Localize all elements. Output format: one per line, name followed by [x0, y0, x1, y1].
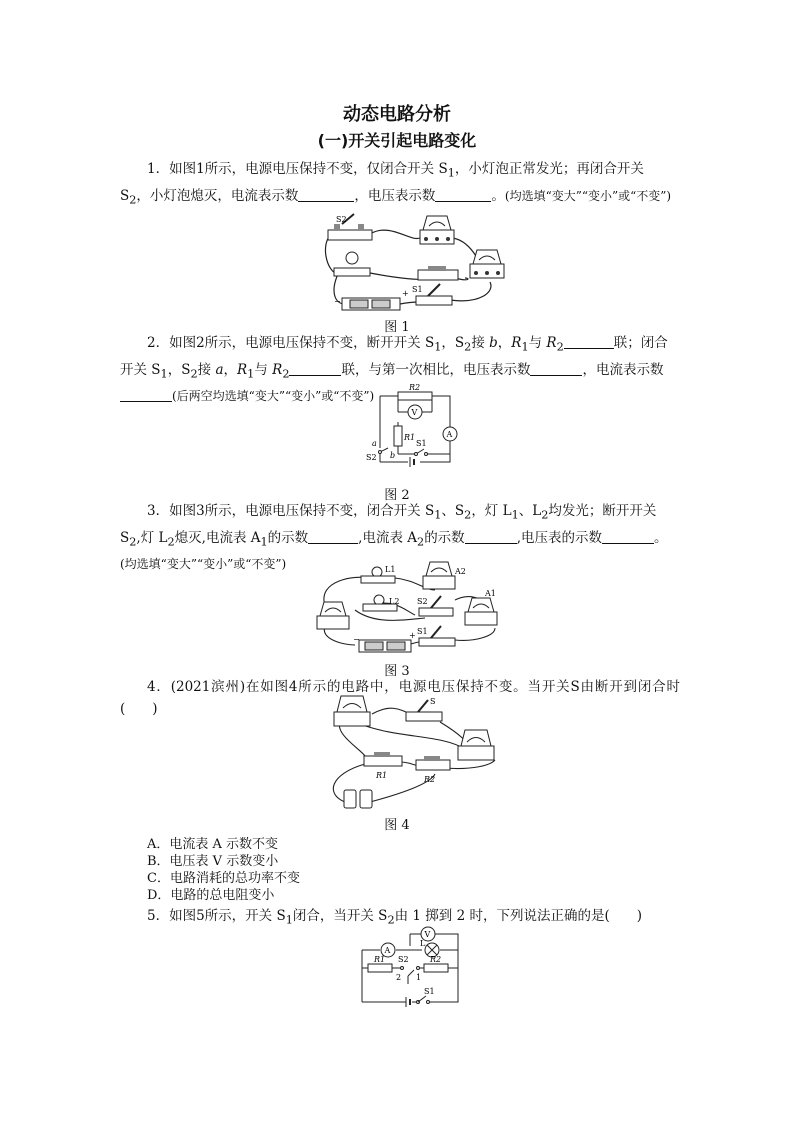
- answer-blank-voltmeter[interactable]: [602, 529, 654, 544]
- resistor-r2-icon: [416, 756, 450, 770]
- label-r2: R2: [430, 955, 442, 964]
- label-s: S: [430, 697, 436, 706]
- resistor-r1-icon: [364, 752, 402, 766]
- label-terminal-2: 2: [396, 973, 402, 982]
- figure-3-circuit: [315, 560, 505, 660]
- answer-blank-a1[interactable]: [308, 529, 358, 544]
- label-v: V: [411, 408, 418, 417]
- question-5: 5．如图5所示，开关 $S_1$闭合，当开关 $S_2$由 1 掷到 2 时，下列说法正确的是( ): [147, 908, 642, 927]
- option-d[interactable]: D．电路的总电阻变小: [147, 888, 275, 903]
- figure-3-caption: 图 3: [384, 664, 410, 679]
- label-r1: R1: [376, 771, 388, 780]
- answer-blank-voltage[interactable]: [530, 361, 582, 376]
- voltmeter-icon: [334, 696, 370, 726]
- label-a1: A1: [485, 589, 496, 598]
- figure-4-circuit: [320, 694, 505, 812]
- ammeter-a2-icon: [423, 562, 455, 589]
- label-point-b: b: [390, 451, 396, 460]
- label-s1: S1: [424, 987, 435, 996]
- answer-blank-current[interactable]: [298, 187, 354, 202]
- label-a: A: [384, 946, 391, 955]
- label-s1: S1: [417, 627, 428, 636]
- label-r2: R2: [424, 775, 436, 784]
- figure-4-caption: 图 4: [384, 818, 410, 833]
- answer-blank-a2[interactable]: [465, 529, 517, 544]
- label-s2: S2: [417, 597, 428, 606]
- option-b[interactable]: B．电压表 V 示数变小: [147, 854, 279, 869]
- voltmeter-icon: [317, 602, 349, 629]
- option-a[interactable]: A．电流表 A 示数不变: [147, 837, 279, 852]
- label-point-a: a: [372, 439, 377, 448]
- label-s1: S1: [412, 285, 423, 294]
- answer-blank-current[interactable]: [120, 387, 172, 402]
- label-r1: R1: [404, 433, 416, 442]
- figure-2-circuit: [360, 384, 460, 470]
- resistor-r2-icon: [398, 392, 432, 400]
- label-a: A: [446, 430, 453, 439]
- label-minus: −: [334, 297, 341, 306]
- figure-5-circuit: [350, 924, 465, 1014]
- resistor-icon: [418, 266, 458, 280]
- label-s2: S2: [366, 453, 377, 462]
- battery-icon: [342, 298, 400, 310]
- switch-s1-icon: [415, 449, 428, 456]
- figure-1-circuit: [320, 212, 520, 316]
- figure-2-caption: 图 2: [384, 488, 410, 503]
- label-s2: S2: [336, 215, 347, 224]
- option-c[interactable]: C．电路消耗的总功率不变: [147, 871, 300, 886]
- voltmeter-icon: [420, 216, 454, 244]
- switch-s-icon: [406, 700, 442, 721]
- label-s2: S2: [398, 955, 409, 964]
- label-v: V: [424, 930, 431, 939]
- resistor-r2-icon: [424, 964, 448, 972]
- label-l1: L1: [385, 565, 396, 574]
- label-s1: S1: [416, 439, 427, 448]
- page-title: 动态电路分析: [343, 104, 451, 125]
- question-4: 4．(2021滨州)在如图4所示的电路中，电源电压保持不变。当开关S由断开到闭合时( ): [120, 679, 680, 717]
- question-3: 3．如图3所示，电源电压保持不变，闭合开关 $S_1$、$S_2$，灯 $L_1$、$L_2$均发光；断开开关 $S_2$,灯 $L_2$熄灭,电流表 $A_1$的示数 ,电流表 $A_2$的示数 ,电压表的示数 。 (均选填“变大”“变小”或“不变”): [120, 503, 668, 572]
- section-subtitle: (一)开关引起电路变化: [317, 131, 477, 150]
- label-r2: R2: [409, 384, 421, 392]
- label-plus: +: [402, 289, 409, 298]
- switch-s1-icon: [417, 996, 430, 1004]
- battery-icon: [406, 997, 410, 1007]
- label-r1: R1: [374, 955, 386, 964]
- resistor-r1-icon: [368, 964, 392, 972]
- label-a2: A2: [455, 567, 466, 576]
- question-1: 1．如图1所示，电源电压保持不变，仅闭合开关 $S_1$，小灯泡正常发光；再闭合开关 $S_2$，小灯泡熄灭，电流表示数 ，电压表示数 。(均选填“变大”“变小”或“不变”): [120, 161, 672, 207]
- figure-1-caption: 图 1: [384, 320, 410, 335]
- switch-s2-icon: [328, 214, 372, 240]
- label-terminal-1: 1: [416, 973, 422, 982]
- label-l2: L2: [389, 597, 400, 606]
- label-plus: +: [409, 631, 416, 640]
- resistor-r1-icon: [394, 426, 402, 446]
- answer-blank-connection-1[interactable]: [564, 334, 614, 349]
- label-l: L: [420, 939, 426, 948]
- bulb-icon: [334, 252, 370, 276]
- answer-blank-voltage[interactable]: [435, 187, 491, 202]
- battery-icon: [344, 790, 372, 808]
- switch-s2-icon: [379, 448, 389, 454]
- answer-blank-connection-2[interactable]: [289, 361, 341, 376]
- question-2: 2．如图2所示，电源电压保持不变，断开开关 $S_1$，$S_2$接 b，$R_1$与 $R_2$ 联；闭合 开关 $S_1$，$S_2$接 a，$R_1$与 $R_2$ 联，与第一次相比，电压表示数 ，电流表示数 (后两空均选填“变大”“变小”或“不变”): [120, 335, 668, 404]
- ammeter-icon: [458, 730, 494, 760]
- battery-icon: [410, 457, 414, 467]
- battery-icon: [359, 640, 411, 652]
- label-minus: −: [353, 635, 360, 644]
- ammeter-a1-icon: [465, 598, 497, 625]
